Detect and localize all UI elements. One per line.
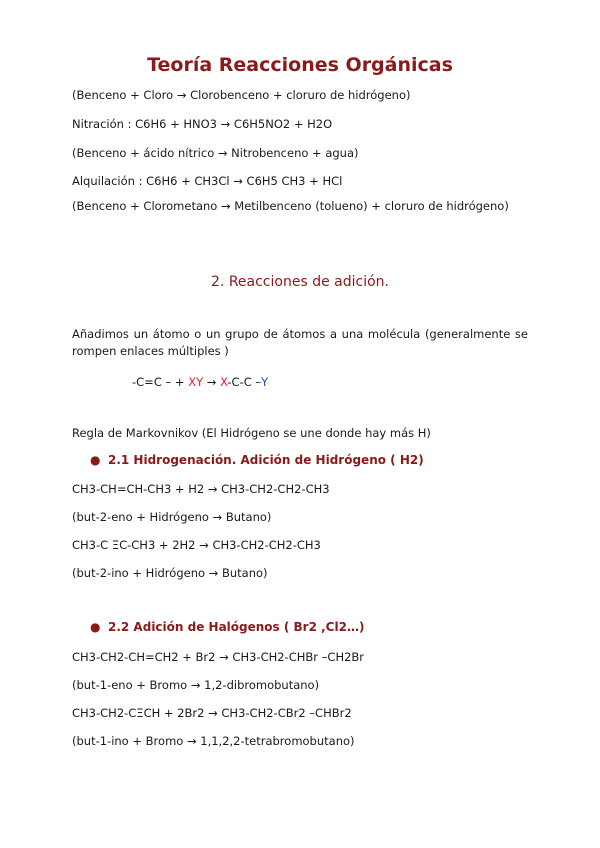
subheading-hidrogenacion-label: 2.1 Hidrogenación. Adición de Hidrógeno ( H2) <box>108 453 424 467</box>
text-line-benceno-cloro: (Benceno + Cloro → Clorobenceno + cloruro de hidrógeno) <box>72 88 411 102</box>
reaction-line-2: CH3-C ΞC-CH3 + 2H2 → CH3-CH2-CH2-CH3 <box>72 538 321 552</box>
reaction-line-1: CH3-CH=CH-CH3 + H2 → CH3-CH2-CH2-CH3 <box>72 482 330 496</box>
reaction-name-line-1: (but-2-eno + Hidrógeno → Butano) <box>72 510 272 524</box>
subheading-halogenos <box>90 620 364 634</box>
bullet-icon: ● <box>90 453 101 467</box>
formula-part-2: -C-C – <box>227 375 262 389</box>
reaction-name-line-3: (but-1-eno + Bromo → 1,2-dibromobutano) <box>72 678 320 692</box>
page-title: Teoría Reacciones Orgánicas <box>147 54 453 76</box>
text-paragraph-clorometano: (Benceno + Clorometano → Metilbenceno (tolueno) + cloruro de hidrógeno) <box>72 199 509 213</box>
formula-y: Y <box>261 375 269 389</box>
reaction-line-4: CH3-CH2-CΞCH + 2Br2 → CH3-CH2-CBr2 –CHBr2 <box>72 706 352 720</box>
section-heading-adicion: 2. Reacciones de adición. <box>211 274 389 290</box>
formula-part-1: -C=C – + <box>132 375 189 389</box>
text-line-nitracion: Nitración : C6H6 + HNO3 → C6H5NO2 + H2O <box>72 117 333 131</box>
reaction-name-line-4: (but-1-ino + Bromo → 1,1,2,2-tetrabromobutano) <box>72 734 355 748</box>
reaction-name-line-2: (but-2-ino + Hidrógeno → Butano) <box>72 566 268 580</box>
bullet-icon: ● <box>90 620 101 634</box>
text-line-alquilacion: Alquilación : C6H6 + CH3Cl → C6H5 CH3 + HCl <box>72 174 343 188</box>
subheading-hidrogenacion <box>90 453 424 467</box>
general-formula <box>132 375 268 389</box>
reaction-line-3: CH3-CH2-CH=CH2 + Br2 → CH3-CH2-CHBr –CH2Br <box>72 650 365 664</box>
formula-reagent-xy: XY <box>188 375 204 389</box>
subheading-halogenos-label: 2.2 Adición de Halógenos ( Br2 ,Cl2…) <box>108 620 365 634</box>
formula-arrow: → <box>203 375 221 389</box>
formula-x: X <box>220 375 228 389</box>
text-line-benceno-nitrico: (Benceno + ácido nítrico → Nitrobenceno + agua) <box>72 146 359 160</box>
text-line-markovnikov: Regla de Markovnikov (El Hidrógeno se une donde hay más H) <box>72 426 431 440</box>
text-paragraph-intro-adicion: Añadimos un átomo o un grupo de átomos a una molécula (generalmente se rompen enlaces múltiples ) <box>72 327 528 358</box>
